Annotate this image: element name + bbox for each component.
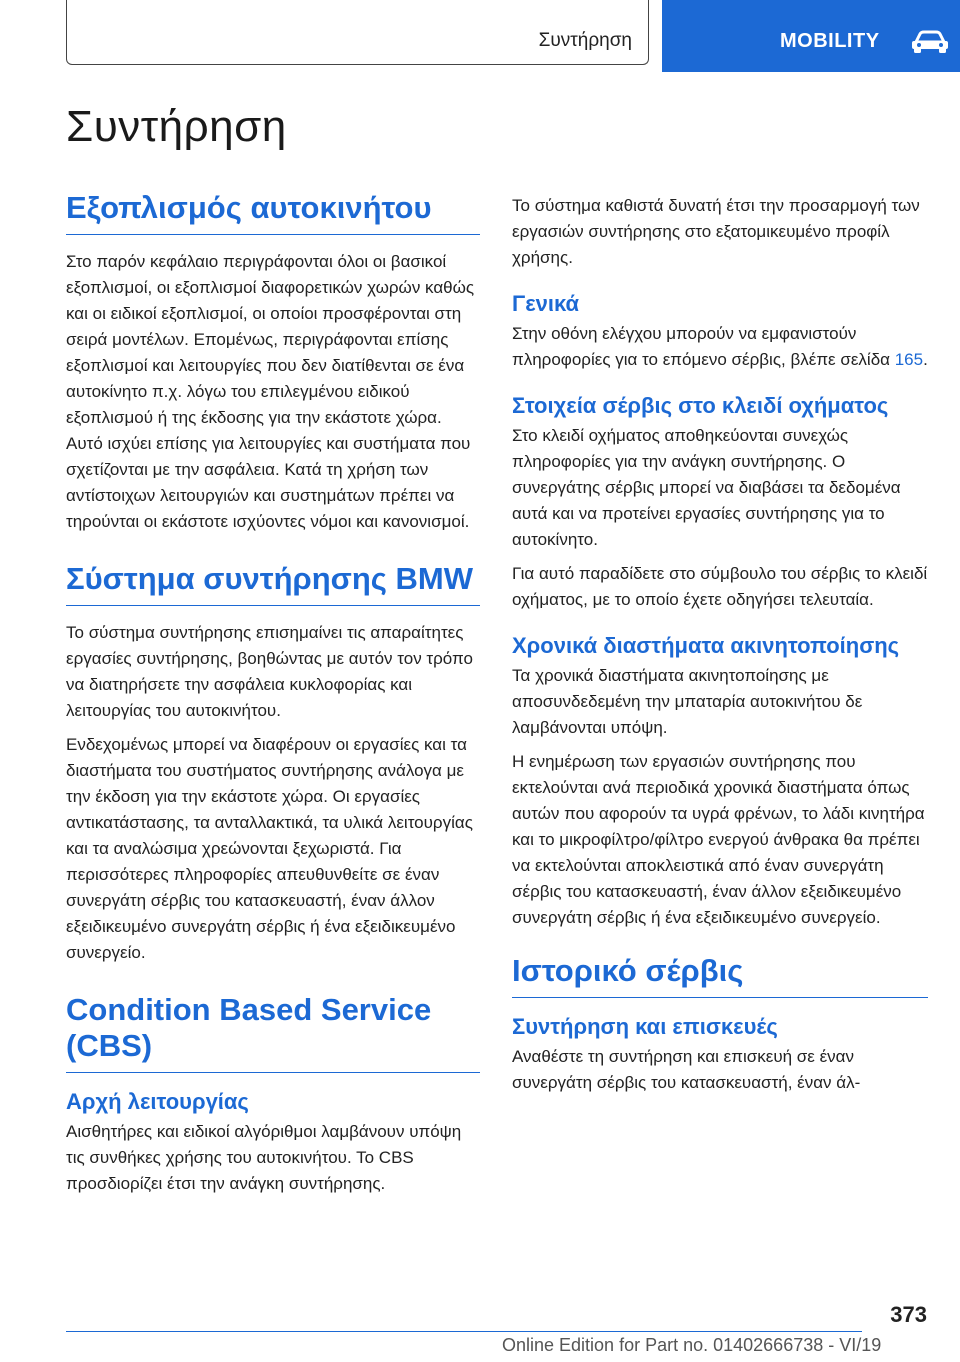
header-section-label: Συντήρηση — [538, 30, 632, 51]
paragraph-idle-2: Η ενημέρωση των εργασιών συντήρησης που εκτελούνται ανά περιοδικά χρονικά διαστήματα όπως αυτών που αφορούν τα υγρά φρένων, το λάδι κινητήρα και το μικροφίλτρο/φίλτρο ενεργού άνθρακα θα πρέπει να εκτελούνται αποκλειστικά από έναν συνεργάτη σέρβις του κατασκευαστή, έναν άλλον εξειδικευμένο συνεργάτη σέρβις ή ένα εξειδικευμένο συνεργείο. — [512, 752, 925, 927]
paragraph-key-data-1: Στο κλειδί οχήματος αποθηκεύονται συνεχώς πληροφορίες για την ανάγκη συντήρησης. Ο συνεργάτης σέρβις μπορεί να διαβάσει τα δεδομένα αυτά και να προτείνει εργασίες συντήρησης για το αυτοκίνητο. — [512, 426, 901, 549]
page-link[interactable]: 165 — [894, 350, 924, 369]
subsection-title-idle-periods: Χρονικά διαστήματα ακινητοποίησης — [512, 633, 900, 658]
footer-edition: Online Edition for Part no. 01402666738 - VI/19 — [502, 1335, 882, 1355]
right-column — [512, 193, 928, 1104]
subsection-title-general: Γενικά — [512, 291, 580, 316]
section-title-bmw-maintenance: Σύστημα συντήρησης BMW — [66, 561, 480, 606]
paragraph-repair: Αναθέστε τη συντήρηση και επισκευή σε έναν συνεργάτη σέρβις του κατασκευαστή, έναν άλ- — [512, 1047, 861, 1092]
paragraph-maintenance-2: Ενδεχομένως μπορεί να διαφέρουν οι εργασίες και τα διαστήματα του συστήματος συντήρησης ανάλογα με την έκδοση για την εκάστοτε χώρα. Οι εργασίες αντικατάστασης, τα ανταλλακτικά, τα υλικά λειτουργίας και τα αναλώσιμα χρεώνονται ξεχωριστά. Για περισσότερες πληροφορίες απευθυνθείτε σε έναν συνεργάτη σέρβις του κατασκευαστή, έναν άλλον εξειδικευμένο συνεργάτη σέρβις ή ένα εξειδικευμένο συνεργείο. — [66, 735, 473, 962]
paragraph-principle: Αισθητήρες και ειδικοί αλγόριθμοι λαμβάνουν υπόψη τις συνθήκες χρήσης του αυτοκινήτου. Το CBS προσδιορίζει έτσι την ανάγκη συντήρησης. — [66, 1122, 462, 1193]
page-number: 373 — [890, 1302, 927, 1327]
header-section-tab — [66, 0, 649, 65]
paragraph-equipment: Στο παρόν κεφάλαιο περιγράφονται όλοι οι βασικοί εξοπλισμοί, οι εξοπλισμοί διαφορετικών χωρών καθώς και οι ειδικοί εξοπλισμοί, οι οποίοι προσφέρονται στη σειρά μοντέλων. Επομένως, περιγράφονται επίσης εξοπλισμοί και λειτουργίες που δεν διατίθενται σε ένα αυτοκίνητο π.χ. λόγω του επιλεγμένου ειδικού εξοπλισμού ή της έκδοσης για την εκάστοτε χώρα. Αυτό ισχύει επίσης για λειτουργίες και συστήματα που σχετίζονται με την ασφάλεια. Κατά τη χρήση των αντίστοιχων λειτουργιών και συστημάτων πρέπει να τηρούνται οι εκάστοτε ισχύοντες νόμοι και κανονισμοί. — [66, 252, 475, 531]
paragraph-cbs-continued: Το σύστημα καθιστά δυνατή έτσι την προσαρμογή των εργασιών συντήρησης στο εξατομικευμένο προφίλ χρήσης. — [512, 196, 920, 267]
paragraph-idle-1: Τα χρονικά διαστήματα ακινητοποίησης με αποσυνδεδεμένη την μπαταρία αυτοκινήτου δε λαμβάνονται υπόψη. — [512, 666, 863, 737]
section-title-cbs: Condition Based Service (CBS) — [66, 992, 480, 1073]
paragraph-general: Στην οθόνη ελέγχου μπορούν να εμφανιστούν πληροφορίες για το επόμενο σέρβις, βλέπε σελίδα 165. — [512, 324, 928, 369]
header-mobility-bar — [662, 0, 960, 72]
footer-divider — [66, 1331, 862, 1332]
subsection-title-key-data: Στοιχεία σέρβις στο κλειδί οχήματος — [512, 393, 889, 418]
subsection-title-principle: Αρχή λειτουργίας — [66, 1089, 249, 1114]
car-icon — [910, 30, 950, 54]
paragraph-maintenance-1: Το σύστημα συντήρησης επισημαίνει τις απαραίτητες εργασίες συντήρησης, βοηθώντας με αυτόν τον τρόπο να διατηρήσετε την ασφάλεια κυκλοφορίας και λειτουργίας του αυτοκινήτου. — [66, 623, 473, 720]
paragraph-key-data-2: Για αυτό παραδίδετε στο σύμβουλο του σέρβις το κλειδί οχήματος, με το οποίο έχετε οδηγήσει τελευταία. — [512, 564, 928, 609]
section-title-service-history: Ιστορικό σέρβις — [512, 953, 928, 998]
left-column — [66, 190, 480, 1205]
section-title-equipment: Εξοπλισμός αυτοκινήτου — [66, 190, 480, 235]
page-title: Συντήρηση — [66, 102, 287, 151]
subsection-title-repair: Συντήρηση και επισκευές — [512, 1014, 778, 1039]
header-mobility-label: MOBILITY — [780, 30, 880, 52]
